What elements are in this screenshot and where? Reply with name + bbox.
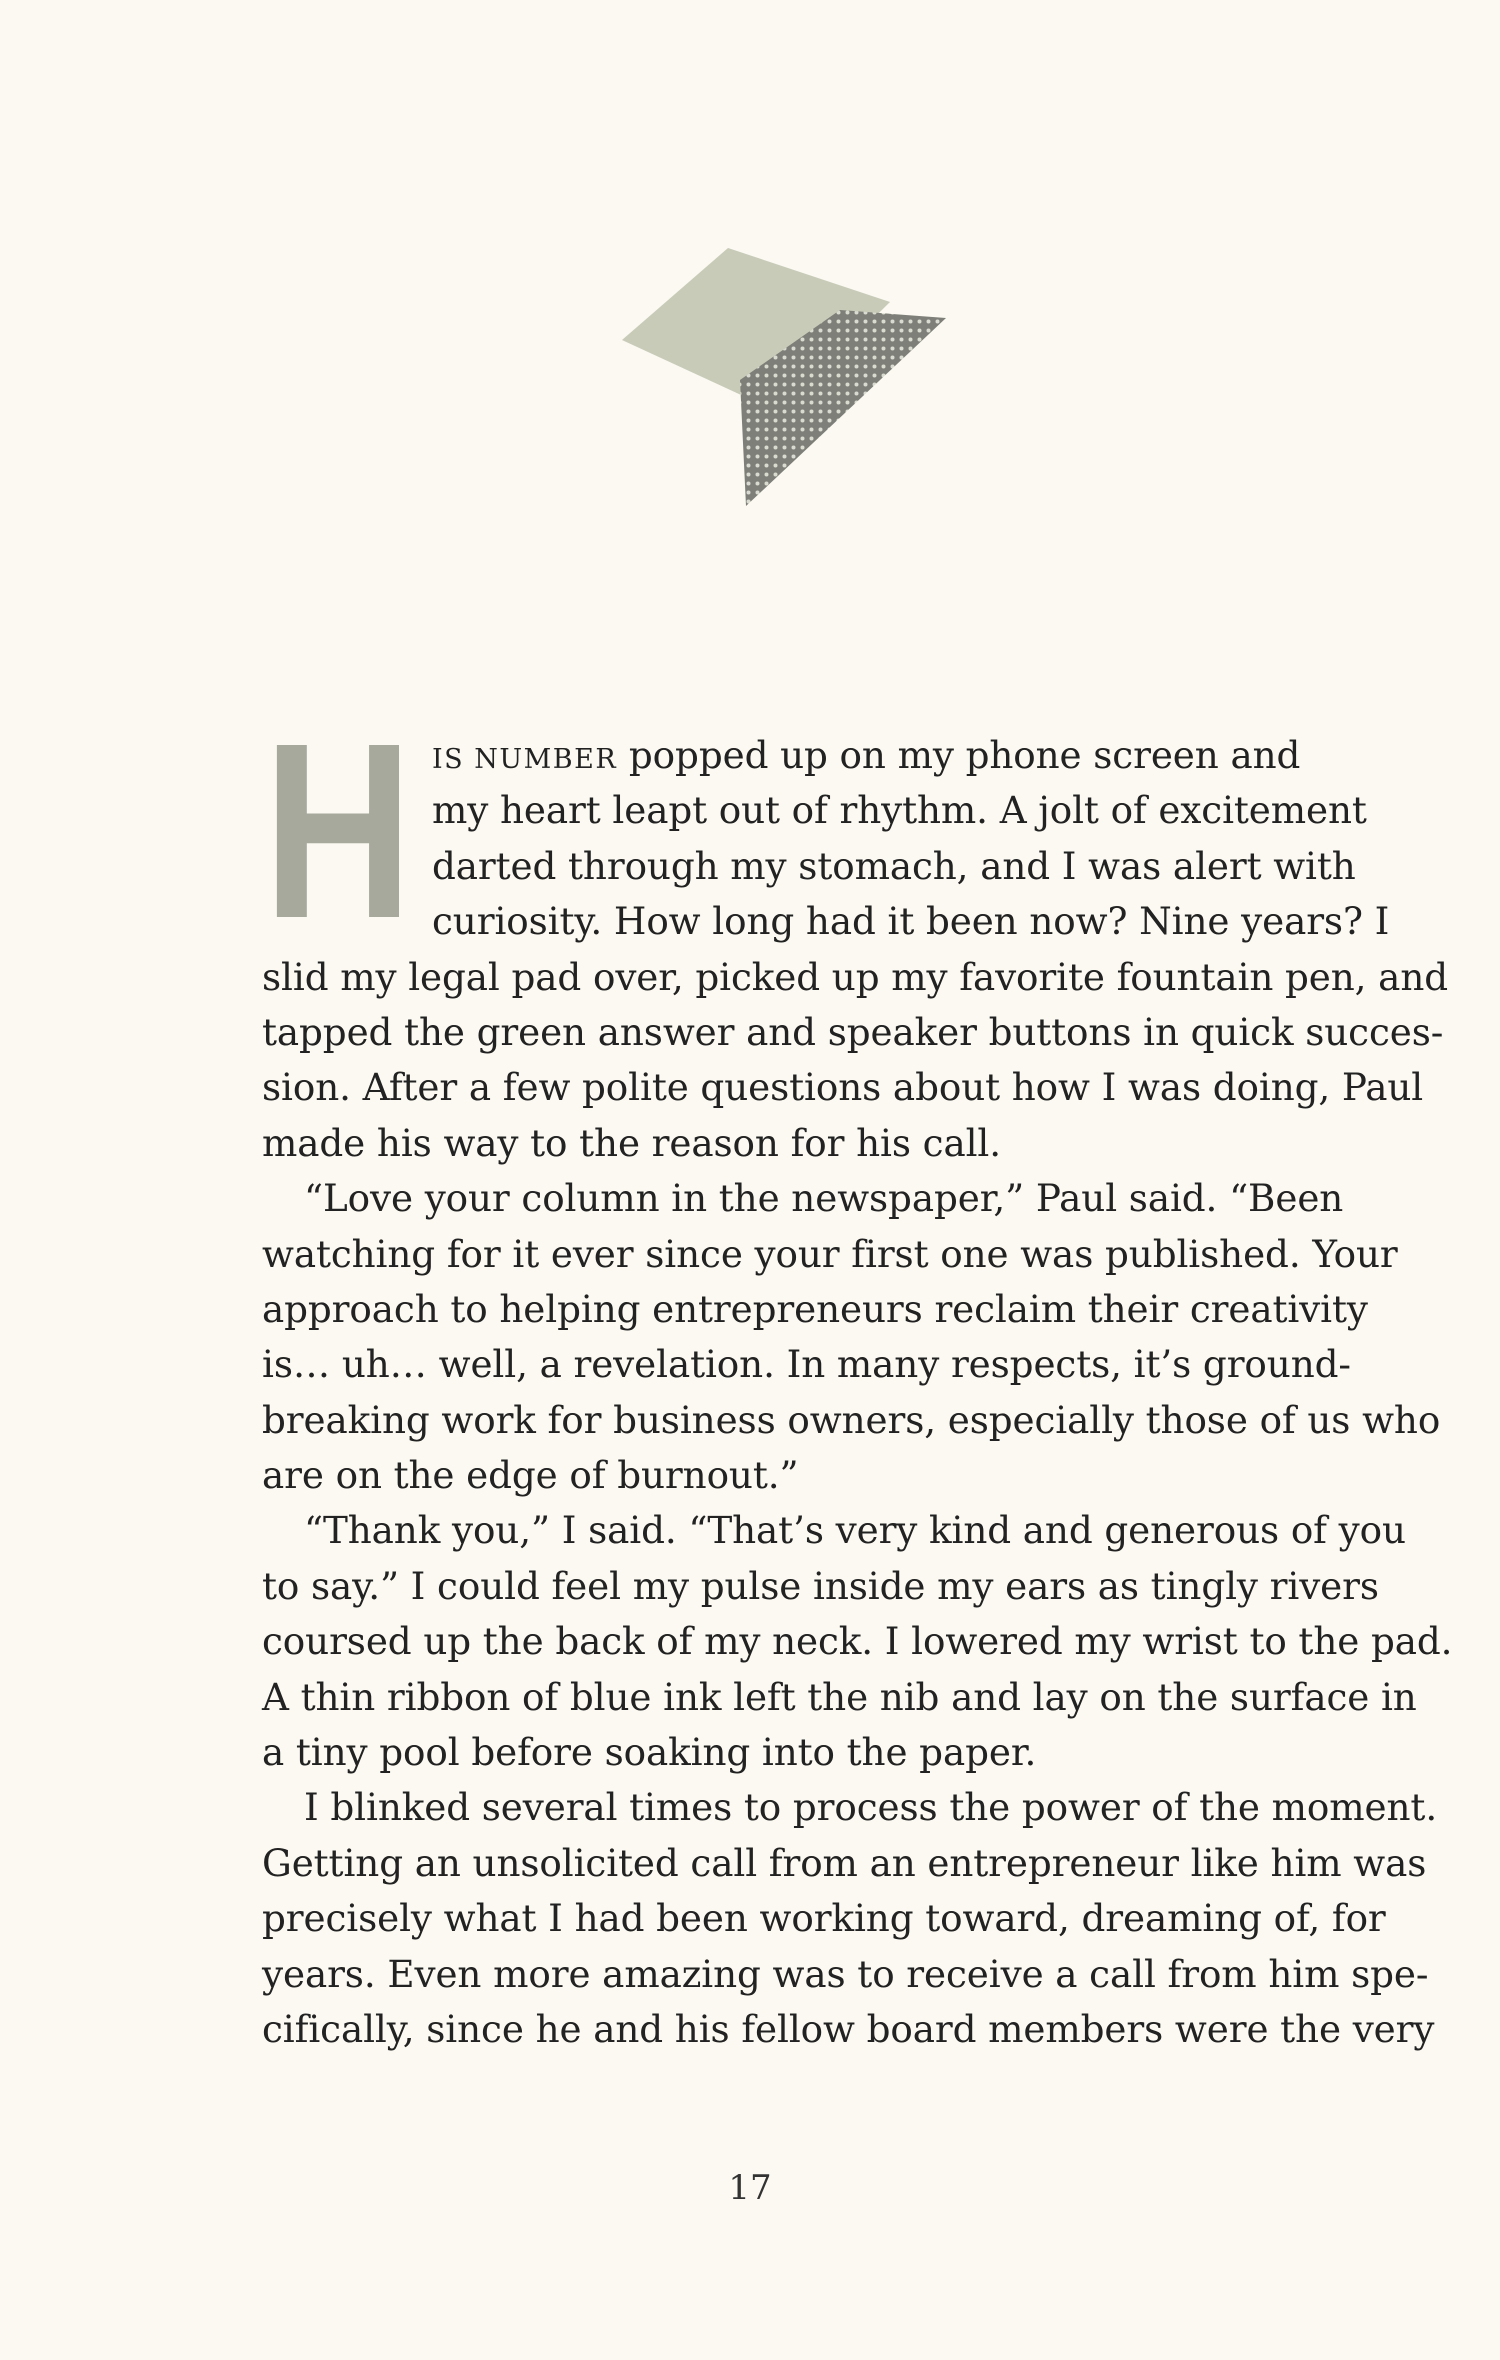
body-text [262,728,1453,2057]
paragraph-1 [262,728,1449,1171]
text-line: A thin ribbon of blue ink left the nib and lay on the surface in [262,1674,1417,1719]
text-line: cifically, since he and his fellow board members were the very [262,2006,1435,2051]
text-line: to say.” I could feel my pulse inside my ears as tingly rivers [262,1563,1379,1608]
text-line: curiosity. How long had it been now? Nine years? I [432,899,1390,944]
paragraph-4 [262,1780,1438,2057]
text-line: “Thank you,” I said. “That’s very kind and generous of you [304,1508,1406,1553]
text-line: my heart leapt out of rhythm. A jolt of excitement [432,788,1367,833]
paragraph-2 [262,1171,1441,1503]
page-number: 17 [728,2168,772,2208]
text-line: sion. After a few polite questions about how I was doing, Paul [262,1065,1424,1110]
text-line: made his way to the reason for his call. [262,1120,1002,1165]
text-line: slid my legal pad over, picked up my favorite fountain pen, and [262,954,1449,999]
drop-cap-glyph: H [263,691,413,970]
text-line: coursed up the back of my neck. I lowered my wrist to the pad. [262,1619,1453,1664]
paragraph-3 [262,1503,1453,1780]
text-line: darted through my stomach, and I was alert with [432,843,1356,888]
text-line: years. Even more amazing was to receive a call from him spe- [262,1951,1429,1996]
text-line: precisely what I had been working toward, dreaming of, for [262,1896,1386,1941]
text-line: tapped the green answer and speaker buttons in quick succes- [262,1009,1444,1054]
text-line: are on the edge of burnout.” [262,1453,799,1498]
text-line: Getting an unsolicited call from an entrepreneur like him was [262,1840,1427,1885]
text-line: breaking work for business owners, especially those of us who [262,1397,1441,1442]
folded-ribbon-ornament [600,200,960,520]
text-line: approach to helping entrepreneurs reclaim their creativity [262,1286,1368,1331]
text-line: IS NUMBER popped up on my phone screen and [432,733,1301,777]
text-line: I blinked several times to process the power of the moment. [304,1785,1438,1830]
lead-in-small-caps: IS NUMBER [432,744,618,775]
text-line: is… uh… well, a revelation. In many respects, it’s ground- [262,1342,1351,1387]
text-line: “Love your column in the newspaper,” Paul said. “Been [304,1176,1344,1221]
text-line: watching for it ever since your first one was published. Your [262,1231,1398,1276]
text-line: a tiny pool before soaking into the paper. [262,1730,1037,1775]
